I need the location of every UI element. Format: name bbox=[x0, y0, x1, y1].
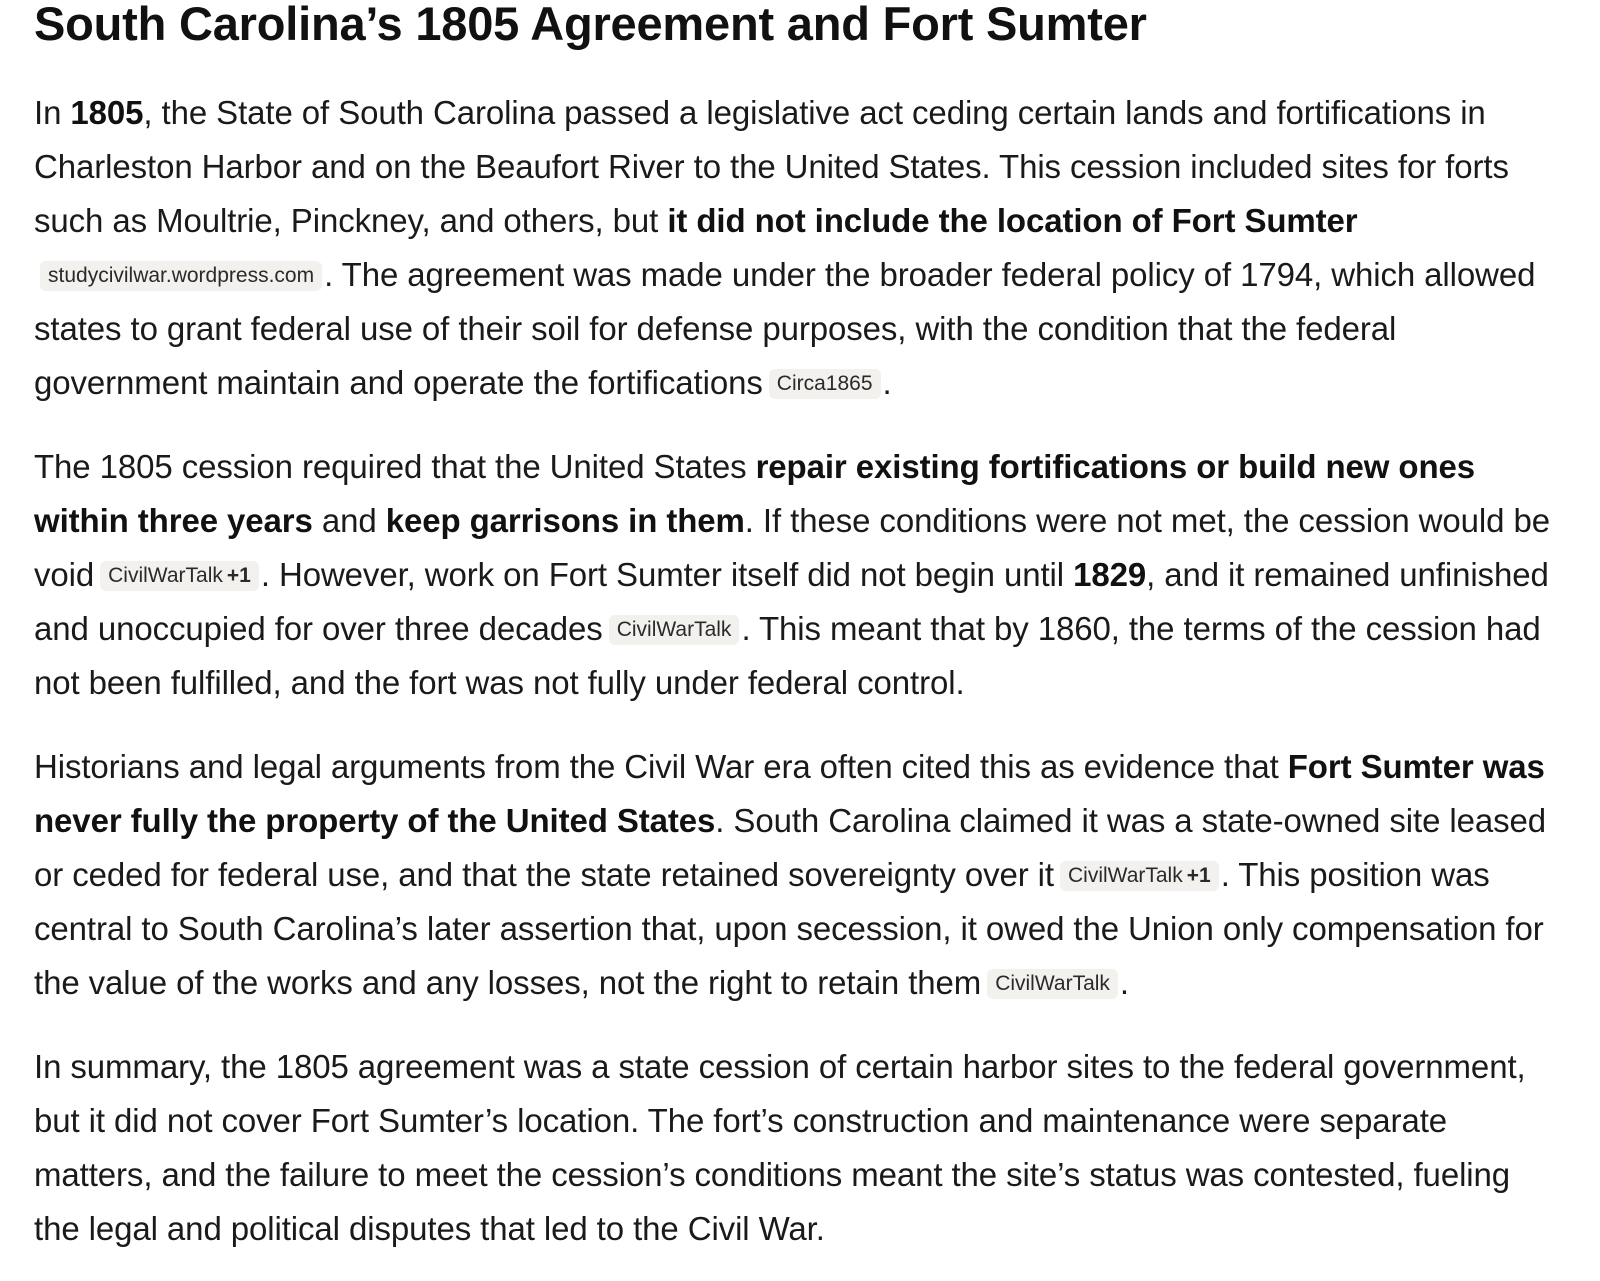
citation-source: CivilWarTalk bbox=[1068, 864, 1183, 887]
paragraph-cession-conditions bbox=[34, 440, 1554, 710]
citation-chip-studycivilwar[interactable] bbox=[40, 261, 322, 291]
text-segment: . bbox=[1119, 964, 1129, 1001]
citation-chip-civilwartalk[interactable] bbox=[1060, 861, 1219, 891]
citation-chip-civilwartalk[interactable] bbox=[609, 615, 740, 645]
bold-text: 1805 bbox=[70, 94, 144, 131]
bold-text: keep garrisons in them bbox=[385, 502, 745, 539]
text-segment: Historians and legal arguments from the Civil War era often cited this as evidence that bbox=[34, 748, 1288, 785]
text-segment: . This meant that by 1860, the terms of the cession had not been fulfilled, and the fort was not fully under federal control. bbox=[34, 610, 1541, 701]
citation-source: CivilWarTalk bbox=[616, 618, 732, 641]
citation-source: CivilWarTalk bbox=[995, 972, 1110, 995]
citation-chip-circa1865[interactable] bbox=[769, 369, 881, 399]
bold-text: repair existing fortifications or build new ones within three years bbox=[34, 448, 1476, 539]
text-segment: . The agreement was made under the broader federal policy of 1794, which allowed states to grant federal use of their soil for defense purposes, with the condition that the federal government maintain and operate the fortifications bbox=[34, 256, 1536, 401]
text-segment: and bbox=[312, 502, 386, 539]
citation-chip-civilwartalk[interactable] bbox=[987, 969, 1118, 999]
citation-extra-count: +1 bbox=[226, 564, 251, 587]
text-segment: , and it remained unfinished and unoccupied for over three decades bbox=[34, 556, 1549, 647]
text-segment: In bbox=[34, 94, 71, 131]
paragraph-1805-cession bbox=[34, 86, 1554, 410]
bold-text: Fort Sumter was never fully the property of the United States bbox=[34, 748, 1545, 839]
answer-content bbox=[34, 0, 1554, 1256]
citation-source: Circa1865 bbox=[776, 372, 873, 395]
citation-source: CivilWarTalk bbox=[108, 564, 223, 587]
paragraph-summary bbox=[34, 1040, 1554, 1256]
page-title: South Carolina’s 1805 Agreement and Fort Sumter bbox=[34, 0, 1147, 50]
text-segment: . If these conditions were not met, the cession would be void bbox=[34, 502, 1550, 593]
paragraph-historians-arguments bbox=[34, 740, 1554, 1010]
text-segment: The 1805 cession required that the United States bbox=[34, 448, 756, 485]
bold-text: 1829 bbox=[1073, 556, 1147, 593]
text-segment: . South Carolina claimed it was a state-owned site leased or ceded for federal use, and that the state retained sovereignty over it bbox=[34, 802, 1547, 893]
text-segment: . However, work on Fort Sumter itself did not begin until bbox=[260, 556, 1074, 593]
bold-text: it did not include the location of Fort Sumter bbox=[667, 202, 1358, 239]
text-segment: . This position was central to South Carolina’s later assertion that, upon secession, it owed the Union only compensation for the value of the works and any losses, not the right to retain them bbox=[34, 856, 1544, 1001]
text-segment: , the State of South Carolina passed a legislative act ceding certain lands and fortifications in Charleston Harbor and on the Beaufort River to the United States. This cession included sites for forts such as Moultrie, Pinckney, and others, but bbox=[34, 94, 1509, 239]
text-segment: In summary, the 1805 agreement was a state cession of certain harbor sites to the federal government, but it did not cover Fort Sumter’s location. The fort’s construction and maintenance were separate matters, and the failure to meet the cession’s conditions meant the site’s status was contested, fueling the legal and political disputes that led to the Civil War. bbox=[34, 1048, 1526, 1247]
citation-extra-count: +1 bbox=[1186, 864, 1211, 887]
citation-source: studycivilwar.wordpress.com bbox=[48, 264, 315, 287]
citation-chip-civilwartalk[interactable] bbox=[100, 561, 259, 591]
text-segment: . bbox=[882, 364, 892, 401]
